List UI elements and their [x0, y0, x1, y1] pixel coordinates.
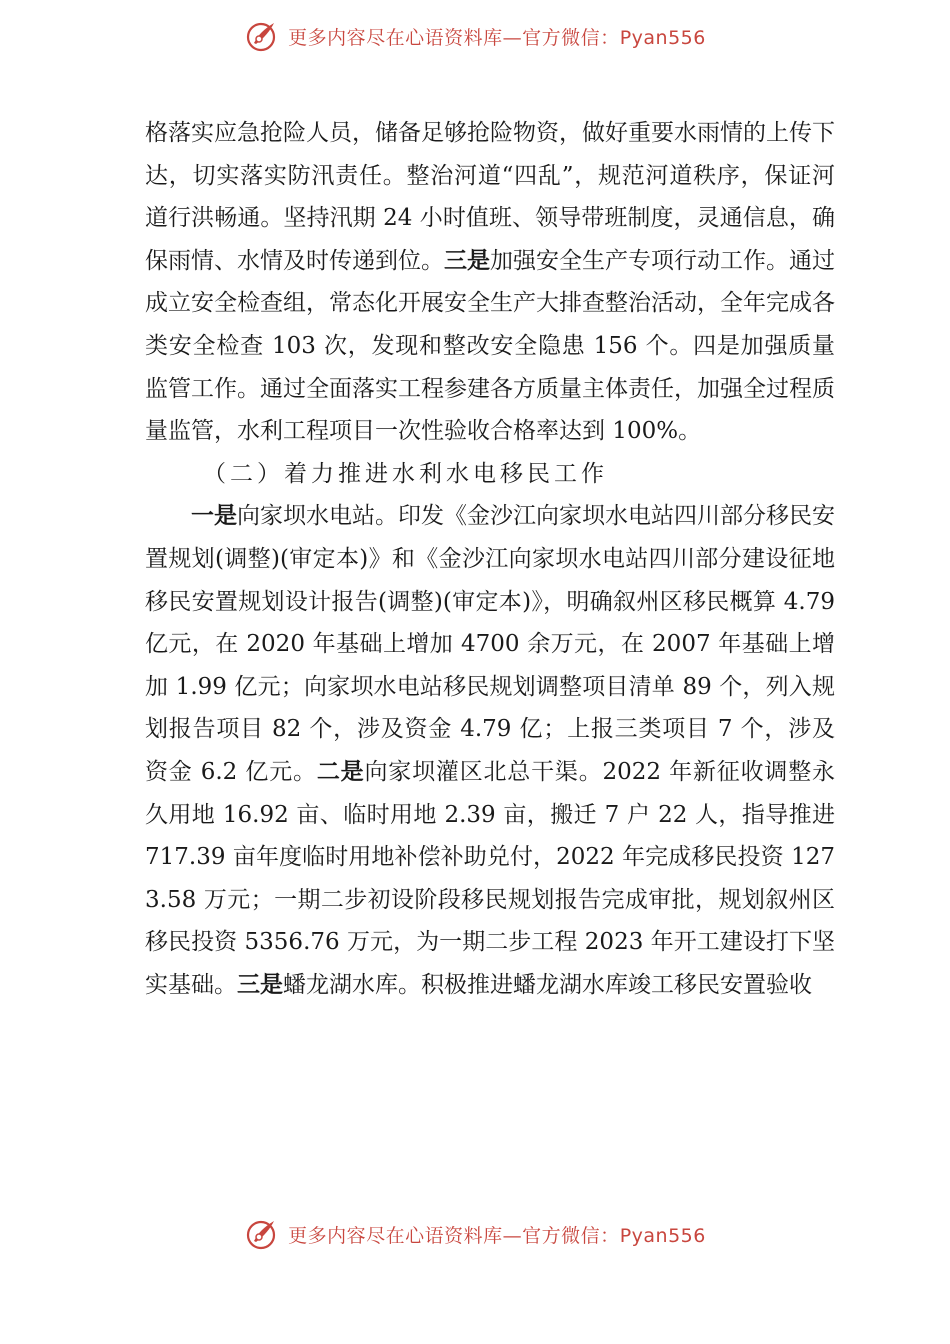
quill-seal-icon: [244, 19, 278, 53]
quill-seal-icon: [244, 1217, 278, 1251]
header-watermark: [0, 14, 950, 58]
paragraph-resettlement: 一是向家坝水电站。印发《金沙江向家坝水电站四川部分移民安置规划(调整)(审定本)》和《金沙江向家坝水电站四川部分建设征地移民安置规划设计报告(调整)(审定本)》，明确叙州区移民概算 4.79 亿元，在 2020 年基础上增加 4700 余万元，在 2007 年基础上增加 1.99 亿元；向家坝水电站移民规划调整项目清单 89 个，列入规划报告项目 82 个，涉及资金 4.79 亿；上报三类项目 7 个，涉及资金 6.2 亿元。二是向家坝灌区北总干渠。2022 年新征收调整永久用地 16.92 亩、临时用地 2.39 亩，搬迁 7 户 22 人，指导推进 717.39 亩年度临时用地补偿补助兑付，2022 年完成移民投资 1273.58 万元；一期二步初设阶段移民规划报告完成审批，规划叙州区移民投资 5356.76 万元，为一期二步工程 2023 年开工建设打下坚实基础。三是蟠龙湖水库。积极推进蟠龙湖水库竣工移民安置验收: [145, 503, 836, 998]
section-heading: （二）着力推进水利水电移民工作: [203, 460, 608, 487]
watermark-text: 更多内容尽在心语资料库—官方微信：Pyan556: [288, 1224, 706, 1247]
paragraph-safety: 格落实应急抢险人员，储备足够抢险物资，做好重要水雨情的上传下达，切实落实防汛责任。整治河道“四乱”，规范河道秩序，保证河道行洪畅通。坚持汛期 24 小时值班、领导带班制度，灵通信息，确保雨情、水情及时传递到位。三是加强安全生产专项行动工作。通过成立安全检查组，常态化开展安全生产大排查整治活动，全年完成各类安全检查 103 次，发现和整改安全隐患 156 个。四是加强质量监管工作。通过全面落实工程参建各方质量主体责任，加强全过程质量监管，水利工程项目一次性验收合格率达到 100%。: [145, 120, 835, 445]
watermark-text: 更多内容尽在心语资料库—官方微信：Pyan556: [288, 26, 706, 49]
footer-watermark: [0, 1212, 950, 1256]
document-body: [145, 112, 835, 1006]
